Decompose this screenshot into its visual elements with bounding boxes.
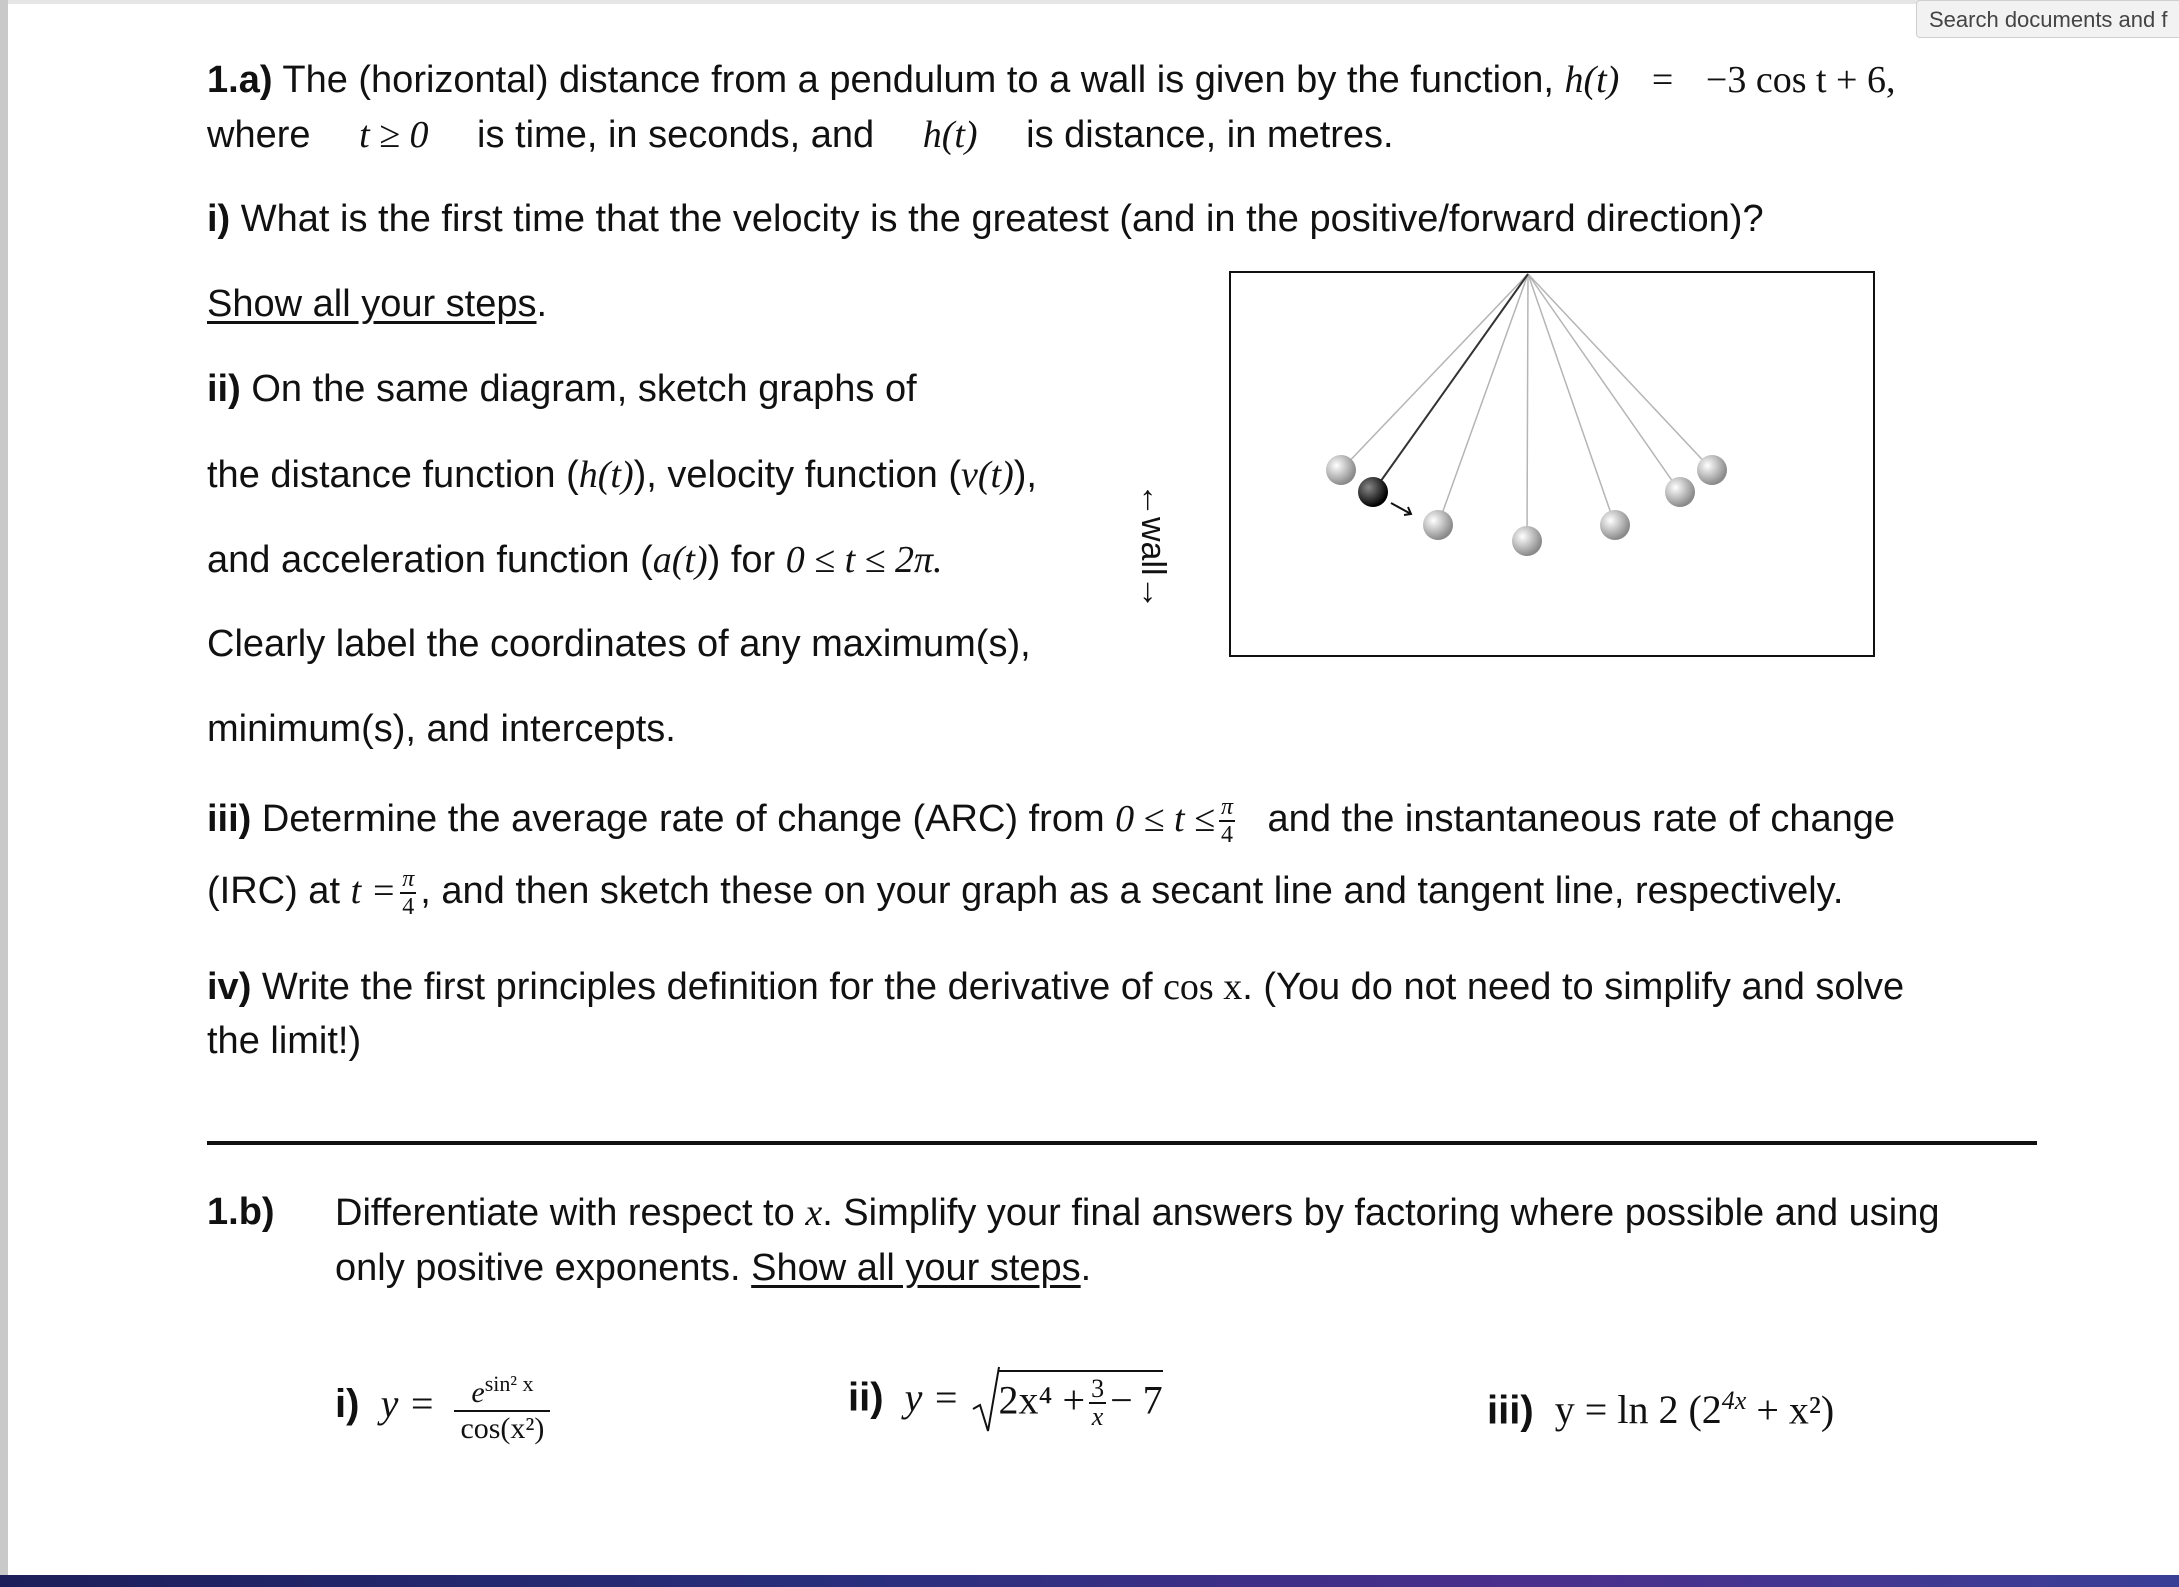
q1b-i-exp: sin² x: [484, 1371, 534, 1396]
part-ii-text: On the same diagram, sketch graphs of: [240, 368, 917, 410]
pi-num-b: π: [402, 866, 415, 892]
where-word: where: [207, 114, 311, 156]
ii-text-b: ), velocity function (: [633, 454, 961, 496]
part-i-label: i): [207, 198, 231, 240]
ii-v-func: v(t): [961, 454, 1014, 496]
q1b-text-a: Differentiate with respect to: [335, 1192, 806, 1234]
part-iii-label: iii): [207, 798, 252, 841]
part-i-text: What is the first time that the velocity is the greatest (and in the positive/forward direction)?: [230, 198, 1764, 240]
part-iv-label: iv): [207, 966, 252, 1008]
ii-text-a: the distance function (: [207, 454, 579, 496]
diagram-frame: [1230, 272, 1874, 656]
part-ii-line4: [207, 623, 1031, 666]
pi-over-4-b: [400, 866, 416, 920]
ball-4: [1600, 510, 1630, 540]
part-iv-line: [207, 965, 1904, 1009]
h-of-t: h(t): [1564, 59, 1620, 101]
iii-text-2: and the instantaneous rate of change: [1267, 798, 1896, 841]
pendulum-strings: [1341, 274, 1712, 541]
h-of-t-2: h(t): [922, 114, 978, 156]
part-ii-line: [207, 368, 917, 411]
pendulum-string-active: [1373, 274, 1528, 492]
q1b-iii-label: iii): [1487, 1388, 1534, 1433]
show-steps-text: Show all your steps: [207, 283, 537, 325]
q1b-show-steps: Show all your steps: [751, 1247, 1081, 1289]
part-iii-line: [207, 794, 1895, 848]
part-i-line: [207, 198, 1764, 241]
iv-cos: cos x: [1163, 966, 1243, 1008]
pi-over-4-a: [1219, 794, 1235, 848]
q1b-ii-frac-den: x: [1091, 1402, 1104, 1431]
ii-a-func: a(t): [652, 539, 708, 581]
iii-t-eq: t =: [350, 870, 397, 913]
q1b-x: x: [805, 1192, 823, 1234]
part-ii-label: ii): [207, 368, 241, 410]
equals-sign: =: [1651, 59, 1674, 101]
part-ii-line5: [207, 708, 676, 751]
q1b-text-c: only positive exponents.: [335, 1247, 752, 1289]
ii-h-func: h(t): [578, 454, 634, 496]
q1b-ii-rad-a: 2x⁴ +: [998, 1377, 1086, 1423]
pendulum-diagram: [1228, 270, 1878, 660]
q1b-text-b: . Simplify your final answers by factoring where possible and using: [822, 1192, 1940, 1234]
q1b-i-label: i): [335, 1382, 360, 1427]
t-condition: t ≥ 0: [359, 114, 429, 156]
ii-range: 0 ≤ t ≤ 2π.: [785, 539, 943, 581]
q1b-part-i: [335, 1367, 550, 1446]
ball-active: [1358, 477, 1388, 507]
q1b-iii-expr: y = ln 2 (2: [1554, 1387, 1722, 1433]
ii-text-e: ) for: [707, 539, 786, 581]
show-steps-period: .: [536, 283, 548, 325]
q1b-label-line: [207, 1191, 275, 1234]
q1b-ii-rad-b: − 7: [1110, 1377, 1163, 1423]
iii-text-4: , and then sketch these on your graph as a secant line and tangent line, respectively.: [420, 870, 1844, 913]
q1b-iii-expr2: + x²): [1746, 1387, 1835, 1433]
q1b-show-steps-period: .: [1080, 1247, 1092, 1289]
pi-num-a: π: [1220, 794, 1233, 820]
q1b-part-ii: [848, 1365, 1163, 1435]
ball-6: [1697, 455, 1727, 485]
q1a-intro-text: The (horizontal) distance from a pendulum to a wall is given by the function,: [272, 59, 1565, 101]
ball-1: [1326, 455, 1356, 485]
part-iv-line2: [207, 1020, 361, 1063]
q1b-ii-radical: [971, 1365, 1163, 1435]
iii-range: 0 ≤ t ≤: [1115, 798, 1215, 841]
ball-5: [1665, 477, 1695, 507]
ii-text-d: and acceleration function (: [207, 539, 653, 581]
section-divider: [207, 1141, 2037, 1145]
q1b-i-lhs: y =: [380, 1381, 436, 1427]
q1b-i-numerator: [454, 1367, 550, 1412]
motion-arrow: [1391, 503, 1411, 515]
ii-text-g: minimum(s), and intercepts.: [207, 708, 676, 750]
four-den-b: 4: [402, 894, 415, 920]
q1b-text-line1: [335, 1191, 1940, 1235]
q1a-where-line: [207, 113, 1394, 157]
function-rhs: −3 cos t + 6,: [1705, 59, 1896, 101]
ii-text-f: Clearly label the coordinates of any maximum(s),: [207, 623, 1031, 665]
q1a-label: 1.a): [207, 59, 273, 101]
iv-text-3: the limit!): [207, 1020, 362, 1062]
q1b-ii-frac: [1089, 1376, 1106, 1430]
top-border: [0, 0, 2179, 4]
show-steps-line: [207, 283, 547, 326]
q1b-ii-lhs: y =: [904, 1374, 960, 1420]
is-distance-text: is distance, in metres.: [1026, 114, 1394, 156]
bottom-taskbar: [0, 1575, 2179, 1587]
part-ii-line2: [207, 453, 1037, 497]
iii-text-3: (IRC) at: [207, 870, 351, 913]
q1b-iii-exp: 4x: [1721, 1386, 1747, 1415]
part-iv-text: Write the first principles definition for the derivative of: [251, 966, 1164, 1008]
radical-sign: [971, 1365, 1001, 1435]
q1b-i-denominator: cos(x²): [460, 1412, 545, 1445]
ball-3: [1512, 526, 1542, 556]
ball-2: [1423, 510, 1453, 540]
q1b-text-line2: [335, 1247, 1091, 1290]
radicand: [999, 1370, 1163, 1430]
left-border: [0, 0, 8, 1587]
wall-label: ←wall→: [1134, 483, 1172, 610]
q1b-ii-label: ii): [848, 1375, 884, 1420]
part-iii-text: Determine the average rate of change (ARC) from: [251, 798, 1116, 841]
q1b-ii-frac-num: 3: [1091, 1374, 1105, 1403]
q1b-i-base: e: [471, 1376, 485, 1409]
iv-text-2: . (You do not need to simplify and solve: [1242, 966, 1905, 1008]
four-den-a: 4: [1220, 822, 1233, 848]
q1b-i-fraction: [454, 1367, 550, 1446]
part-iii-line2: [207, 866, 1843, 920]
ii-text-c: ),: [1013, 454, 1037, 496]
part-ii-line3: [207, 538, 943, 582]
q1b-part-iii: [1487, 1386, 1834, 1433]
q1b-label: 1.b): [207, 1191, 275, 1233]
is-time-text: is time, in seconds, and: [477, 114, 875, 156]
q1a-intro-line: [207, 58, 1895, 102]
search-input[interactable]: Search documents and f: [1916, 0, 2179, 38]
